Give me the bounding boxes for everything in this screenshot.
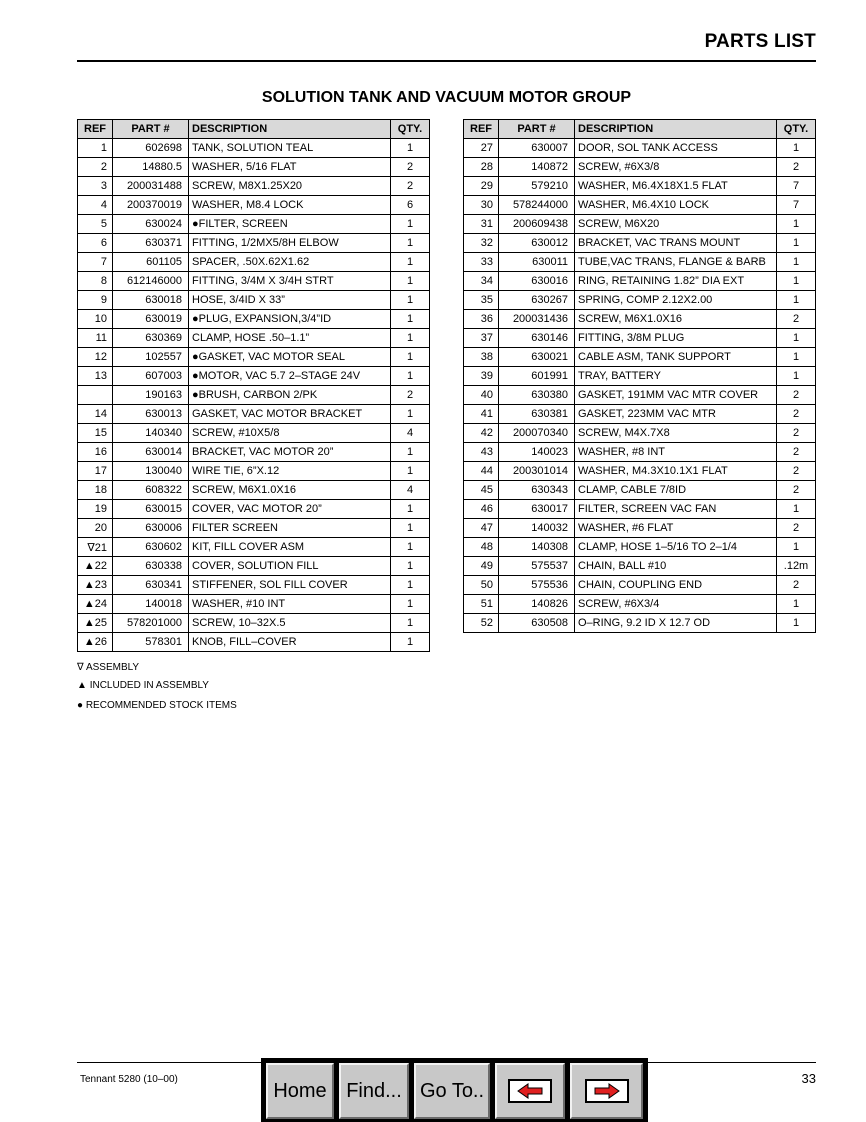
qty-cell: 1 <box>777 272 816 291</box>
qty-cell: 2 <box>391 177 430 196</box>
description-cell: GASKET, VAC MOTOR BRACKET <box>189 405 391 424</box>
part-number-cell: 140872 <box>499 158 575 177</box>
ref-cell: 50 <box>464 576 499 595</box>
part-number-cell: 630011 <box>499 253 575 272</box>
table-row <box>464 405 816 424</box>
assembly-symbol-icon: ∇ <box>77 662 84 673</box>
table-row <box>78 329 430 348</box>
ref-cell: 5 <box>78 215 113 234</box>
table-row <box>78 405 430 424</box>
arrow-left-icon <box>508 1079 552 1103</box>
description-cell: HOSE, 3/4ID X 33” <box>189 291 391 310</box>
qty-cell: 1 <box>777 500 816 519</box>
description-cell: CHAIN, COUPLING END <box>575 576 777 595</box>
ref-cell: 13 <box>78 367 113 386</box>
part-number-cell: 140826 <box>499 595 575 614</box>
ref-cell: 8 <box>78 272 113 291</box>
table-row <box>78 576 430 595</box>
table-row <box>464 253 816 272</box>
qty-cell: 1 <box>391 291 430 310</box>
ref-cell: 34 <box>464 272 499 291</box>
parts-table-left <box>77 119 430 652</box>
ref-cell: 33 <box>464 253 499 272</box>
ref-cell: 43 <box>464 443 499 462</box>
description-cell: SCREW, M6X1.0X16 <box>575 310 777 329</box>
description-cell: CLAMP, HOSE .50–1.1” <box>189 329 391 348</box>
description-cell: GASKET, 223MM VAC MTR <box>575 405 777 424</box>
part-column-header: PART # <box>499 120 575 139</box>
part-number-cell: 602698 <box>113 139 189 158</box>
ref-cell: 27 <box>464 139 499 158</box>
table-row <box>78 481 430 500</box>
part-number-cell: 575537 <box>499 557 575 576</box>
description-cell: WASHER, #10 INT <box>189 595 391 614</box>
ref-cell: 47 <box>464 519 499 538</box>
ref-cell: 48 <box>464 538 499 557</box>
description-cell: SPRING, COMP 2.12X2.00 <box>575 291 777 310</box>
qty-cell: 1 <box>391 253 430 272</box>
table-row <box>78 139 430 158</box>
legend-label: INCLUDED IN ASSEMBLY <box>89 680 209 691</box>
part-number-cell: 601105 <box>113 253 189 272</box>
ref-cell: 16 <box>78 443 113 462</box>
legend-item-stock <box>77 700 237 711</box>
ref-cell: 1 <box>78 139 113 158</box>
qty-cell: 2 <box>777 405 816 424</box>
description-cell: SPACER, .50X.62X1.62 <box>189 253 391 272</box>
ref-cell: 12 <box>78 348 113 367</box>
table-row <box>464 329 816 348</box>
navigation-bar <box>261 1058 648 1122</box>
qty-cell: 1 <box>391 538 430 557</box>
qty-cell: 1 <box>777 614 816 633</box>
ref-cell: 31 <box>464 215 499 234</box>
section-title: SOLUTION TANK AND VACUUM MOTOR GROUP <box>261 89 632 106</box>
part-number-cell: 630006 <box>113 519 189 538</box>
qty-cell: 1 <box>391 234 430 253</box>
ref-cell: 3 <box>78 177 113 196</box>
table-row <box>78 519 430 538</box>
qty-cell: 1 <box>391 329 430 348</box>
qty-cell: 1 <box>391 348 430 367</box>
qty-cell: 2 <box>391 386 430 405</box>
part-number-cell: 200031488 <box>113 177 189 196</box>
ref-column-header: REF <box>78 120 113 139</box>
description-cell: WASHER, 5/16 FLAT <box>189 158 391 177</box>
ref-cell: 45 <box>464 481 499 500</box>
part-number-cell: 200031436 <box>499 310 575 329</box>
qty-cell: 1 <box>391 215 430 234</box>
description-cell: WASHER, #8 INT <box>575 443 777 462</box>
qty-column-header: QTY. <box>391 120 430 139</box>
part-number-cell: 630369 <box>113 329 189 348</box>
ref-cell: 37 <box>464 329 499 348</box>
next-page-button[interactable] <box>570 1063 643 1119</box>
description-cell: CLAMP, CABLE 7/8ID <box>575 481 777 500</box>
table-row <box>464 234 816 253</box>
ref-cell: 44 <box>464 462 499 481</box>
part-number-cell: 200301014 <box>499 462 575 481</box>
qty-cell: 1 <box>391 595 430 614</box>
qty-cell: 1 <box>777 538 816 557</box>
qty-cell: 2 <box>777 443 816 462</box>
ref-cell: 49 <box>464 557 499 576</box>
ref-cell: 4 <box>78 196 113 215</box>
description-cell: COVER, SOLUTION FILL <box>189 557 391 576</box>
qty-cell: 2 <box>391 158 430 177</box>
qty-cell: 1 <box>391 405 430 424</box>
part-number-cell: 579210 <box>499 177 575 196</box>
description-cell: SCREW, #6X3/8 <box>575 158 777 177</box>
table-row <box>464 424 816 443</box>
part-number-cell: 630380 <box>499 386 575 405</box>
qty-cell: 1 <box>391 633 430 652</box>
description-cell: BRACKET, VAC TRANS MOUNT <box>575 234 777 253</box>
qty-cell: 1 <box>391 367 430 386</box>
description-cell: FITTING, 3/8M PLUG <box>575 329 777 348</box>
part-number-cell: 630371 <box>113 234 189 253</box>
table-row <box>464 139 816 158</box>
description-cell: SCREW, #6X3/4 <box>575 595 777 614</box>
description-cell: FILTER, SCREEN VAC FAN <box>575 500 777 519</box>
table-row <box>464 158 816 177</box>
table-row <box>78 158 430 177</box>
table-row <box>78 614 430 633</box>
qty-cell: 1 <box>391 557 430 576</box>
legend-label: ASSEMBLY <box>85 662 140 673</box>
ref-cell <box>78 386 113 405</box>
part-number-cell: 630018 <box>113 291 189 310</box>
part-number-cell: 14880.5 <box>113 158 189 177</box>
description-cell: FITTING, 3/4M X 3/4H STRT <box>189 272 391 291</box>
qty-cell: 7 <box>777 196 816 215</box>
page-title: PARTS LIST <box>704 31 816 52</box>
part-number-cell: 630017 <box>499 500 575 519</box>
qty-cell: 1 <box>391 462 430 481</box>
qty-cell: 1 <box>777 595 816 614</box>
qty-column-header: QTY. <box>777 120 816 139</box>
ref-cell: ▲26 <box>78 633 113 652</box>
table-row <box>78 557 430 576</box>
description-cell: WIRE TIE, 6”X.12 <box>189 462 391 481</box>
table-row <box>464 386 816 405</box>
part-number-cell: 630021 <box>499 348 575 367</box>
description-cell: SCREW, M6X20 <box>575 215 777 234</box>
legend-item-included <box>77 680 209 691</box>
ref-cell: 15 <box>78 424 113 443</box>
description-cell: WASHER, M6.4X10 LOCK <box>575 196 777 215</box>
ref-cell: 39 <box>464 367 499 386</box>
ref-cell: 32 <box>464 234 499 253</box>
table-row <box>78 291 430 310</box>
home-button[interactable]: Home <box>266 1063 334 1119</box>
qty-cell: 1 <box>391 310 430 329</box>
description-cell: CHAIN, BALL #10 <box>575 557 777 576</box>
ref-cell: 52 <box>464 614 499 633</box>
arrow-right-icon <box>585 1079 629 1103</box>
qty-cell: 1 <box>777 291 816 310</box>
table-row <box>464 519 816 538</box>
table-row <box>78 177 430 196</box>
ref-cell: 18 <box>78 481 113 500</box>
qty-cell: 4 <box>391 481 430 500</box>
description-cell: SCREW, M6X1.0X16 <box>189 481 391 500</box>
description-cell: GASKET, 191MM VAC MTR COVER <box>575 386 777 405</box>
description-cell: SCREW, #10X5/8 <box>189 424 391 443</box>
table-row <box>464 215 816 234</box>
description-column-header: DESCRIPTION <box>575 120 777 139</box>
qty-cell: 2 <box>777 462 816 481</box>
part-number-cell: 630267 <box>499 291 575 310</box>
table-row <box>78 272 430 291</box>
part-number-cell: 140340 <box>113 424 189 443</box>
qty-cell: 1 <box>391 500 430 519</box>
qty-cell: .12m <box>777 557 816 576</box>
description-cell: TANK, SOLUTION TEAL <box>189 139 391 158</box>
ref-cell: ∇21 <box>78 538 113 557</box>
table-row <box>78 348 430 367</box>
description-cell: KIT, FILL COVER ASM <box>189 538 391 557</box>
description-cell: ●PLUG, EXPANSION,3/4”ID <box>189 310 391 329</box>
part-number-cell: 630146 <box>499 329 575 348</box>
table-header-row <box>464 120 816 139</box>
qty-cell: 1 <box>777 234 816 253</box>
ref-cell: 42 <box>464 424 499 443</box>
part-column-header: PART # <box>113 120 189 139</box>
ref-cell: 9 <box>78 291 113 310</box>
table-row <box>78 462 430 481</box>
description-cell: ●FILTER, SCREEN <box>189 215 391 234</box>
ref-cell: 2 <box>78 158 113 177</box>
table-row <box>464 538 816 557</box>
table-row <box>464 576 816 595</box>
description-cell: CLAMP, HOSE 1–5/16 TO 2–1/4 <box>575 538 777 557</box>
qty-cell: 4 <box>391 424 430 443</box>
page-header <box>77 30 816 62</box>
ref-cell: 41 <box>464 405 499 424</box>
description-cell: SCREW, M8X1.25X20 <box>189 177 391 196</box>
ref-cell: 14 <box>78 405 113 424</box>
go-to-button[interactable]: Go To.. <box>414 1063 490 1119</box>
ref-cell: 40 <box>464 386 499 405</box>
description-cell: KNOB, FILL–COVER <box>189 633 391 652</box>
ref-cell: ▲25 <box>78 614 113 633</box>
part-number-cell: 630508 <box>499 614 575 633</box>
qty-cell: 6 <box>391 196 430 215</box>
ref-cell: 20 <box>78 519 113 538</box>
description-cell: FITTING, 1/2MX5/8H ELBOW <box>189 234 391 253</box>
description-cell: STIFFENER, SOL FILL COVER <box>189 576 391 595</box>
ref-column-header: REF <box>464 120 499 139</box>
ref-cell: 38 <box>464 348 499 367</box>
qty-cell: 1 <box>391 519 430 538</box>
ref-cell: 19 <box>78 500 113 519</box>
ref-cell: ▲24 <box>78 595 113 614</box>
page-number: 33 <box>801 1071 816 1086</box>
part-number-cell: 140023 <box>499 443 575 462</box>
description-cell: ●MOTOR, VAC 5.7 2–STAGE 24V <box>189 367 391 386</box>
table-row <box>78 215 430 234</box>
part-number-cell: 608322 <box>113 481 189 500</box>
qty-cell: 2 <box>777 386 816 405</box>
qty-cell: 1 <box>391 272 430 291</box>
part-number-cell: 630602 <box>113 538 189 557</box>
table-row <box>78 595 430 614</box>
qty-cell: 1 <box>777 367 816 386</box>
description-cell: COVER, VAC MOTOR 20” <box>189 500 391 519</box>
qty-cell: 1 <box>777 253 816 272</box>
description-cell: CABLE ASM, TANK SUPPORT <box>575 348 777 367</box>
qty-cell: 2 <box>777 158 816 177</box>
part-number-cell: 630019 <box>113 310 189 329</box>
find-button[interactable]: Find... <box>339 1063 409 1119</box>
table-row <box>464 196 816 215</box>
qty-cell: 7 <box>777 177 816 196</box>
qty-cell: 1 <box>391 443 430 462</box>
table-row <box>464 614 816 633</box>
footer-document-id: Tennant 5280 (10–00) <box>80 1074 178 1085</box>
part-number-cell: 630015 <box>113 500 189 519</box>
table-row <box>464 348 816 367</box>
ref-cell: 51 <box>464 595 499 614</box>
description-cell: WASHER, M6.4X18X1.5 FLAT <box>575 177 777 196</box>
table-row <box>78 386 430 405</box>
part-number-cell: 630343 <box>499 481 575 500</box>
part-number-cell: 630012 <box>499 234 575 253</box>
ref-cell: 11 <box>78 329 113 348</box>
part-number-cell: 200609438 <box>499 215 575 234</box>
ref-cell: 36 <box>464 310 499 329</box>
qty-cell: 1 <box>777 348 816 367</box>
part-number-cell: 140032 <box>499 519 575 538</box>
description-cell: O–RING, 9.2 ID X 12.7 OD <box>575 614 777 633</box>
part-number-cell: 630016 <box>499 272 575 291</box>
table-row <box>78 538 430 557</box>
qty-cell: 2 <box>777 481 816 500</box>
description-cell: WASHER, #6 FLAT <box>575 519 777 538</box>
table-row <box>464 291 816 310</box>
qty-cell: 2 <box>777 424 816 443</box>
part-number-cell: 578244000 <box>499 196 575 215</box>
part-number-cell: 630013 <box>113 405 189 424</box>
table-row <box>78 234 430 253</box>
table-row <box>464 595 816 614</box>
table-row <box>464 481 816 500</box>
qty-cell: 2 <box>777 576 816 595</box>
qty-cell: 1 <box>777 329 816 348</box>
description-cell: DOOR, SOL TANK ACCESS <box>575 139 777 158</box>
table-row <box>78 633 430 652</box>
table-row <box>464 367 816 386</box>
description-cell: TUBE,VAC TRANS, FLANGE & BARB <box>575 253 777 272</box>
description-cell: BRACKET, VAC MOTOR 20” <box>189 443 391 462</box>
ref-cell: 17 <box>78 462 113 481</box>
table-row <box>78 310 430 329</box>
legend-label: RECOMMENDED STOCK ITEMS <box>85 700 237 711</box>
part-number-cell: 630007 <box>499 139 575 158</box>
table-row <box>464 177 816 196</box>
part-number-cell: 102557 <box>113 348 189 367</box>
ref-cell: 7 <box>78 253 113 272</box>
part-number-cell: 601991 <box>499 367 575 386</box>
table-row <box>464 557 816 576</box>
table-row <box>78 443 430 462</box>
ref-cell: 6 <box>78 234 113 253</box>
ref-cell: ▲22 <box>78 557 113 576</box>
description-cell: WASHER, M4.3X10.1X1 FLAT <box>575 462 777 481</box>
table-row <box>78 424 430 443</box>
table-row <box>78 367 430 386</box>
part-number-cell: 630024 <box>113 215 189 234</box>
description-cell: SCREW, 10–32X.5 <box>189 614 391 633</box>
table-row <box>78 500 430 519</box>
ref-cell: 29 <box>464 177 499 196</box>
description-cell: FILTER SCREEN <box>189 519 391 538</box>
part-number-cell: 130040 <box>113 462 189 481</box>
table-row <box>464 310 816 329</box>
qty-cell: 1 <box>777 139 816 158</box>
description-cell: WASHER, M8.4 LOCK <box>189 196 391 215</box>
part-number-cell: 200070340 <box>499 424 575 443</box>
part-number-cell: 578301 <box>113 633 189 652</box>
table-row <box>464 500 816 519</box>
part-number-cell: 630338 <box>113 557 189 576</box>
table-row <box>464 462 816 481</box>
ref-cell: 30 <box>464 196 499 215</box>
ref-cell: 35 <box>464 291 499 310</box>
ref-cell: ▲23 <box>78 576 113 595</box>
part-number-cell: 140308 <box>499 538 575 557</box>
part-number-cell: 575536 <box>499 576 575 595</box>
ref-cell: 10 <box>78 310 113 329</box>
qty-cell: 2 <box>777 310 816 329</box>
description-column-header: DESCRIPTION <box>189 120 391 139</box>
qty-cell: 2 <box>777 519 816 538</box>
table-row <box>464 443 816 462</box>
part-number-cell: 140018 <box>113 595 189 614</box>
qty-cell: 1 <box>391 576 430 595</box>
description-cell: TRAY, BATTERY <box>575 367 777 386</box>
part-number-cell: 190163 <box>113 386 189 405</box>
parts-table-right <box>463 119 816 633</box>
triangle-icon: ▲ <box>77 680 87 691</box>
table-header-row <box>78 120 430 139</box>
ref-cell: 28 <box>464 158 499 177</box>
part-number-cell: 200370019 <box>113 196 189 215</box>
qty-cell: 1 <box>777 215 816 234</box>
part-number-cell: 607003 <box>113 367 189 386</box>
table-row <box>78 253 430 272</box>
table-row <box>464 272 816 291</box>
legend-item-assembly <box>77 662 139 673</box>
qty-cell: 1 <box>391 139 430 158</box>
ref-cell: 46 <box>464 500 499 519</box>
part-number-cell: 630014 <box>113 443 189 462</box>
part-number-cell: 630341 <box>113 576 189 595</box>
bullet-icon: ● <box>77 700 84 711</box>
part-number-cell: 612146000 <box>113 272 189 291</box>
part-number-cell: 578201000 <box>113 614 189 633</box>
previous-page-button[interactable] <box>495 1063 565 1119</box>
part-number-cell: 630381 <box>499 405 575 424</box>
table-row <box>78 196 430 215</box>
qty-cell: 1 <box>391 614 430 633</box>
description-cell: SCREW, M4X.7X8 <box>575 424 777 443</box>
description-cell: ●GASKET, VAC MOTOR SEAL <box>189 348 391 367</box>
description-cell: RING, RETAINING 1.82” DIA EXT <box>575 272 777 291</box>
description-cell: ●BRUSH, CARBON 2/PK <box>189 386 391 405</box>
